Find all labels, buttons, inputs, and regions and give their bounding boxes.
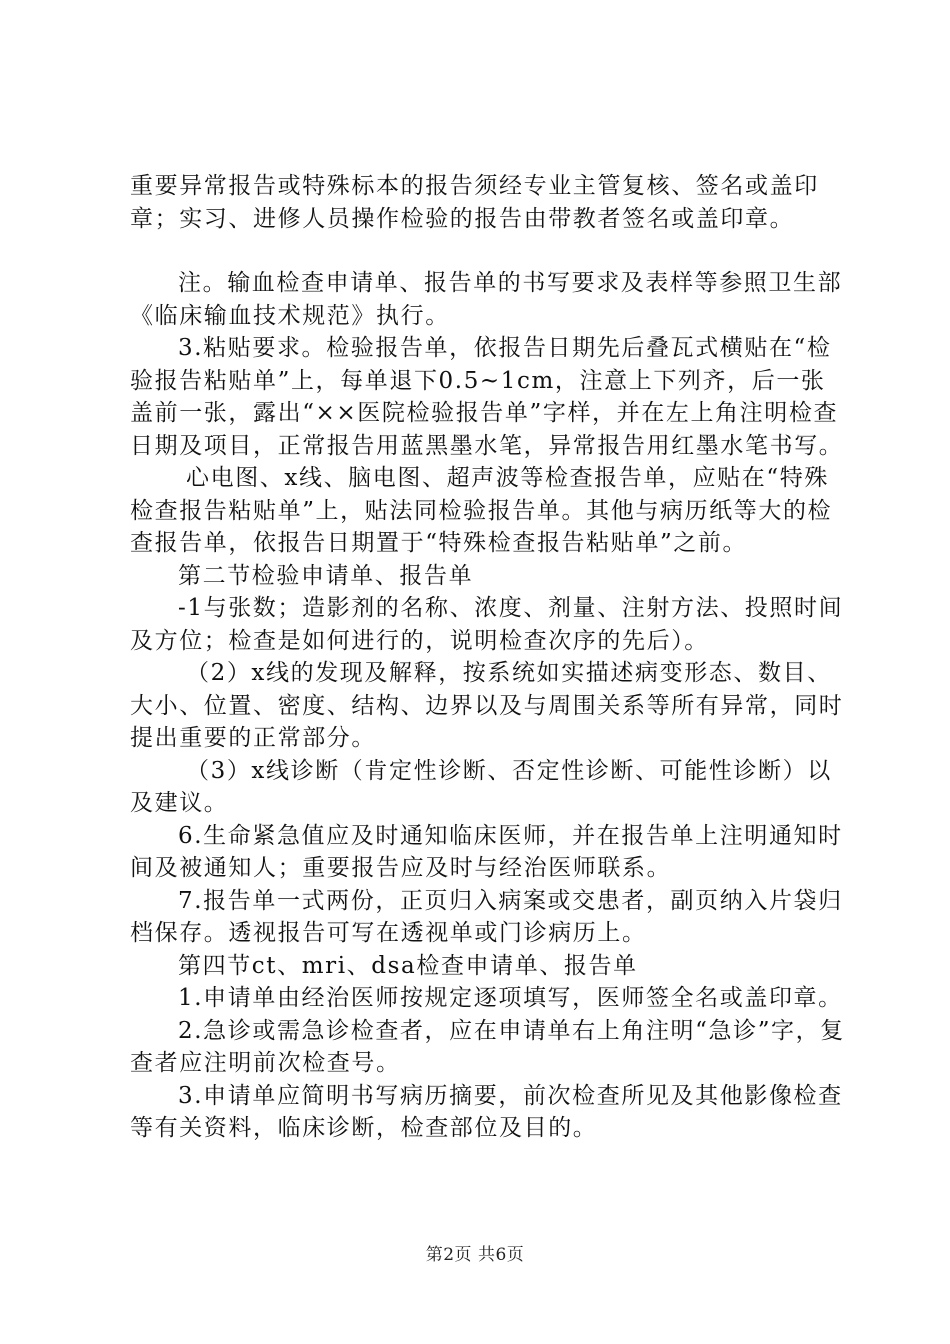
- paragraph-report-copies: 7.报告单一式两份，正页归入病案或交患者，副页纳入片袋归档保存。透视报告可写在透视单或门诊病历上。: [130, 887, 843, 946]
- section-heading-2: 第二节检验申请单、报告单: [178, 562, 474, 589]
- section-heading-4: 第四节ct、mri、dsa检查申请单、报告单: [178, 952, 638, 979]
- paragraph-contrast-details: -1与张数；造影剂的名称、浓度、剂量、注射方法、投照时间及方位；检查是如何进行的，说明检查次序的先后）。: [130, 595, 844, 654]
- paragraph-request-summary: 3.申请单应简明书写病历摘要，前次检查所见及其他影像检查等有关资料，临床诊断，检查部位及目的。: [130, 1082, 843, 1141]
- paragraph-critical-values: 6.生命紧急值应及时通知临床医师，并在报告单上注明通知时间及被通知人；重要报告应及时与经治医师联系。: [130, 822, 843, 881]
- paragraph-xray-diagnosis: （3）x线诊断（肯定性诊断、否定性诊断、可能性诊断）以及建议。: [130, 757, 832, 816]
- paragraph-pasting-requirements: 3.粘贴要求。检验报告单，依报告日期先后叠瓦式横贴在“检验报告粘贴单”上，每单退下0.5~1cm，注意上下列齐，后一张盖前一张，露出“××医院检验报告单”字样，并在左上角注明检查日期及项目，正常报告用蓝黑墨水笔，异常报告用红墨水笔书写。: [130, 335, 844, 459]
- paragraph-emergency-exam: 2.急诊或需急诊检查者，应在申请单右上角注明“急诊”字，复查者应注明前次检查号。: [130, 1017, 845, 1076]
- paragraph-xray-findings: （2）x线的发现及解释，按系统如实描述病变形态、数目、大小、位置、密度、结构、边界以及与周围关系等所有异常，同时提出重要的正常部分。: [130, 660, 844, 751]
- document-body: [130, 170, 850, 1145]
- paragraph-report-review: 重要异常报告或特殊标本的报告须经专业主管复核、签名或盖印章；实习、进修人员操作检验的报告由带教者签名或盖印章。: [130, 173, 819, 232]
- page-footer: 第2页 共6页: [425, 1245, 525, 1265]
- paragraph-special-exam-reports: 心电图、x线、脑电图、超声波等检查报告单，应贴在“特殊检查报告粘贴单”上，贴法同检验报告单。其他与病历纸等大的检查报告单，依报告日期置于“特殊检查报告粘贴单”之前。: [130, 465, 833, 556]
- paragraph-transfusion-note: 注。输血检查申请单、报告单的书写要求及表样等参照卫生部《临床输血技术规范》执行。: [130, 270, 843, 329]
- paragraph-request-form: 1.申请单由经治医师按规定逐项填写，医师签全名或盖印章。: [178, 985, 843, 1011]
